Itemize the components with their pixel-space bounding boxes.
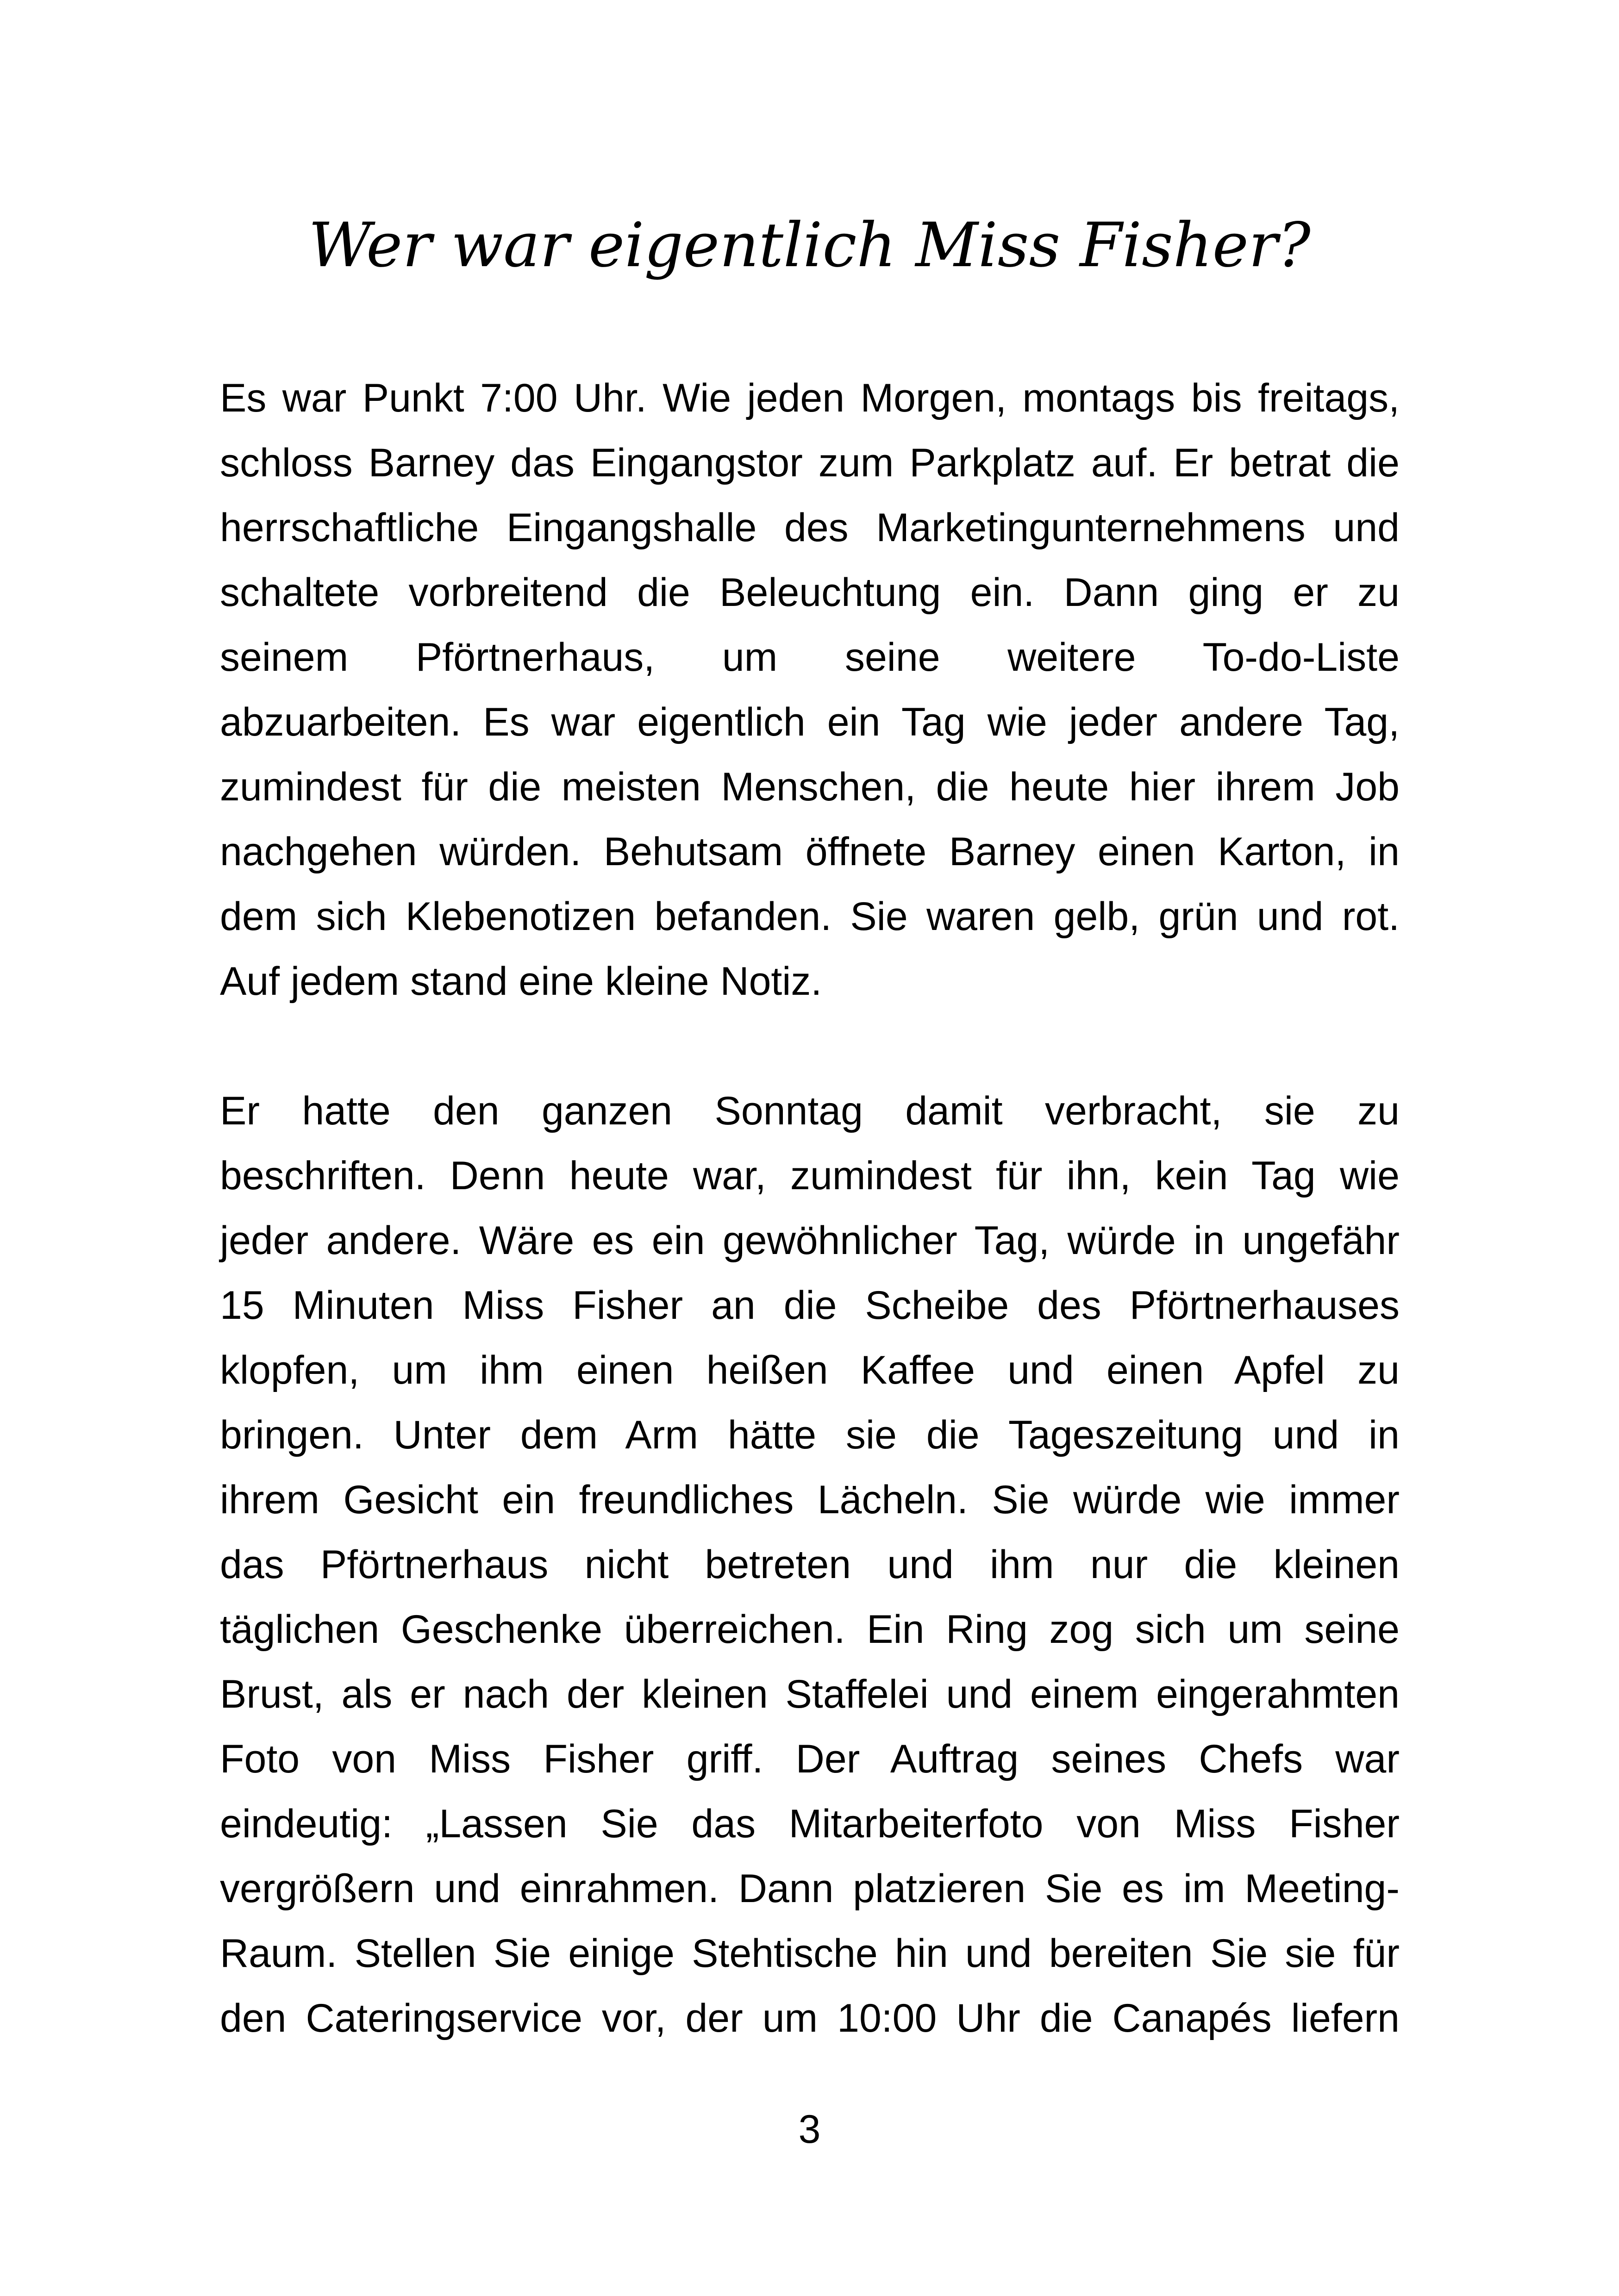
text-line: beschriften. Denn heute war, zumindest für ihn, kein Tag wie [220, 1154, 1400, 1198]
text-line: seinem Pförtnerhaus, um seine weitere To-do-Liste [220, 635, 1400, 680]
paragraph-1 [220, 366, 1400, 1014]
text-line: eindeutig: „Lassen Sie das Mitarbeiterfoto von Miss Fisher [220, 1802, 1400, 1846]
page-number: 3 [798, 2107, 821, 2152]
text-line: abzuarbeiten. Es war eigentlich ein Tag wie jeder andere Tag, [220, 700, 1400, 744]
text-line: zumindest für die meisten Menschen, die heute hier ihrem Job [220, 765, 1400, 809]
text-line: vergrößern und einrahmen. Dann platzieren Sie es im Meeting- [220, 1866, 1400, 1911]
text-line: bringen. Unter dem Arm hätte sie die Tageszeitung und in [220, 1413, 1400, 1457]
text-line: jeder andere. Wäre es ein gewöhnlicher Tag, würde in ungefähr [220, 1218, 1400, 1263]
text-line: herrschaftliche Eingangshalle des Marketingunternehmens und [220, 505, 1400, 550]
text-line: täglichen Geschenke überreichen. Ein Ring zog sich um seine [220, 1607, 1400, 1652]
text-line: ihrem Gesicht ein freundliches Lächeln. Sie würde wie immer [220, 1478, 1400, 1522]
text-line: 15 Minuten Miss Fisher an die Scheibe des Pförtnerhauses [220, 1283, 1400, 1328]
text-line: Raum. Stellen Sie einige Stehtische hin und bereiten Sie sie für [220, 1931, 1400, 1976]
text-line: Es war Punkt 7:00 Uhr. Wie jeden Morgen, montags bis freitags, [220, 376, 1400, 420]
text-line: Er hatte den ganzen Sonntag damit verbracht, sie zu [220, 1089, 1400, 1133]
paragraph-2 [220, 1079, 1400, 2051]
text-line: nachgehen würden. Behutsam öffnete Barney einen Karton, in [220, 830, 1400, 874]
text-line: schloss Barney das Eingangstor zum Parkplatz auf. Er betrat die [220, 441, 1400, 485]
text-line: Foto von Miss Fisher griff. Der Auftrag seines Chefs war [220, 1737, 1400, 1781]
text-line: Auf jedem stand eine kleine Notiz. [220, 959, 822, 1004]
text-line: klopfen, um ihm einen heißen Kaffee und einen Apfel zu [220, 1348, 1400, 1392]
text-line: Brust, als er nach der kleinen Staffelei und einem eingerahmten [220, 1672, 1400, 1716]
chapter-title: Wer war eigentlich Miss Fisher? [308, 210, 1311, 281]
text-line: schaltete vorbreitend die Beleuchtung ein. Dann ging er zu [220, 570, 1400, 615]
text-line: den Cateringservice vor, der um 10:00 Uhr die Canapés liefern [220, 1996, 1400, 2040]
text-line: dem sich Klebenotizen befanden. Sie waren gelb, grün und rot. [220, 894, 1400, 939]
text-line: das Pförtnerhaus nicht betreten und ihm nur die kleinen [220, 1542, 1400, 1587]
